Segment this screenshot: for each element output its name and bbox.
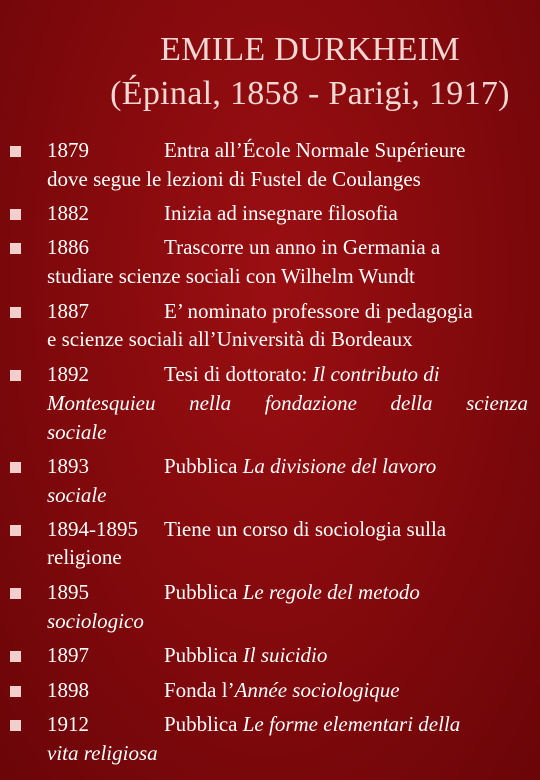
- item-year: 1879: [47, 138, 89, 162]
- item-description-continued: e scienze sociali all’Università di Bordeaux: [47, 327, 413, 351]
- work-title-word: scienza: [466, 391, 528, 415]
- work-title: Le forme elementari della: [242, 712, 461, 736]
- bullet-icon: [10, 686, 21, 697]
- description-text: Pubblica: [164, 712, 243, 736]
- item-description: [164, 710, 460, 738]
- item-description: [164, 452, 436, 480]
- work-title: Le regole del metodo: [242, 580, 420, 604]
- work-title: La divisione del lavoro: [242, 454, 437, 478]
- item-year: 1886: [47, 235, 89, 259]
- description-text: Fonda l’: [164, 678, 235, 702]
- item-year: 1895: [47, 580, 89, 604]
- item-description: Trascorre un anno in Germania a: [164, 235, 441, 259]
- bullet-icon: [10, 720, 21, 731]
- item-description: Tiene un corso di sociologia sulla: [164, 517, 447, 541]
- item-year: 1882: [47, 201, 89, 225]
- item-year: 1894-1895: [47, 517, 138, 541]
- description-text: Pubblica: [164, 580, 243, 604]
- item-year: 1893: [47, 454, 89, 478]
- item-description-continued: dove segue le lezioni di Fustel de Coulanges: [47, 167, 421, 191]
- item-description: [164, 360, 440, 388]
- slide-title: EMILE DURKHEIM: [160, 31, 460, 68]
- work-title-continued: sociale: [47, 420, 107, 444]
- item-description-continued: studiare scienze sociali con Wilhelm Wundt: [47, 264, 415, 288]
- item-description: Inizia ad insegnare filosofia: [164, 201, 398, 225]
- item-description: E’ nominato professore di pedagogia: [164, 299, 473, 323]
- work-title-word: Montesquieu: [47, 391, 156, 415]
- description-text: Pubblica: [164, 643, 243, 667]
- item-description: Entra all’École Normale Supérieure: [164, 138, 466, 162]
- bullet-icon: [10, 370, 21, 381]
- item-year: 1912: [47, 712, 89, 736]
- bullet-icon: [10, 525, 21, 536]
- work-title-word: fondazione: [264, 391, 357, 415]
- work-title: Il contributo di: [312, 362, 440, 386]
- work-title-continued: sociologico: [47, 609, 144, 633]
- item-description: [164, 676, 400, 704]
- item-year: 1897: [47, 643, 89, 667]
- item-description: [164, 641, 327, 669]
- work-title-word: della: [390, 391, 433, 415]
- bullet-icon: [10, 209, 21, 220]
- bullet-icon: [10, 307, 21, 318]
- item-description: [164, 578, 420, 606]
- item-description-continued: religione: [47, 545, 122, 569]
- item-year: 1887: [47, 299, 89, 323]
- work-title: Année sociologique: [234, 678, 400, 702]
- work-title-continued: vita religiosa: [47, 741, 158, 765]
- bullet-icon: [10, 651, 21, 662]
- item-year: 1898: [47, 678, 89, 702]
- work-title: Il suicidio: [242, 643, 328, 667]
- description-text: Tesi di dottorato:: [164, 362, 313, 386]
- item-year: 1892: [47, 362, 89, 386]
- bullet-icon: [10, 146, 21, 157]
- slide-subtitle: (Épinal, 1858 - Parigi, 1917): [110, 75, 510, 112]
- work-title-continued: sociale: [47, 483, 107, 507]
- bullet-icon: [10, 588, 21, 599]
- work-title-word: nella: [189, 391, 232, 415]
- bullet-icon: [10, 462, 21, 473]
- description-text: Pubblica: [164, 454, 243, 478]
- list-item-continuation: [47, 389, 528, 417]
- bullet-icon: [10, 243, 21, 254]
